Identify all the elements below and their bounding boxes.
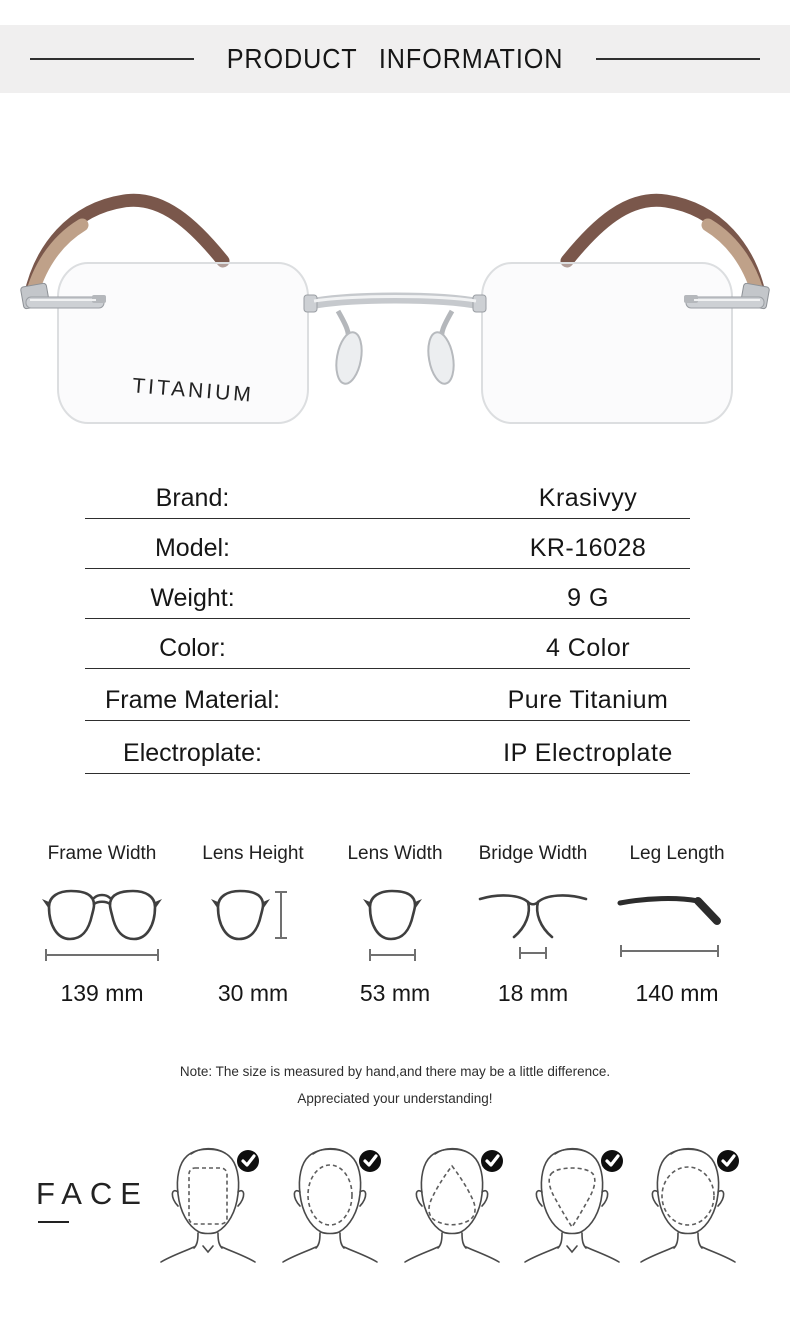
measurement-bridge-width: [458, 843, 608, 1038]
face-title-underline: [38, 1221, 69, 1223]
right-lens: [482, 263, 732, 423]
spec-row-frame-material: [85, 674, 690, 721]
measurement-label: Lens Width: [347, 843, 443, 864]
size-note-line2: Appreciated your understanding!: [297, 1091, 493, 1106]
lens-brand-print: TITANIUM: [131, 374, 255, 407]
face-shape-square: [153, 1142, 263, 1264]
spec-value: Krasivyy: [538, 484, 638, 512]
bridge: [304, 295, 486, 312]
square-face-illustration: [153, 1142, 263, 1264]
bridge-width-icon: [468, 877, 598, 969]
measurement-value: 139 mm: [60, 980, 144, 1006]
spec-value: 4 Color: [545, 634, 631, 662]
spec-label: Electroplate:: [123, 739, 262, 767]
spec-row-model: [85, 526, 690, 569]
title-left-rule: [30, 58, 194, 60]
check-icon: [717, 1150, 739, 1172]
size-note-line1: Note: The size is measured by hand,and there may be a little difference.: [179, 1064, 611, 1079]
spec-row-color: [85, 624, 690, 669]
measurement-value: 140 mm: [635, 980, 719, 1006]
measurement-lens-width: [320, 843, 470, 1038]
measurement-label: Lens Height: [202, 843, 304, 864]
spec-value: IP Electroplate: [503, 739, 673, 767]
measurement-value: 30 mm: [217, 980, 289, 1006]
measurement-label: Frame Width: [47, 843, 157, 864]
oval-face-illustration: [275, 1142, 385, 1264]
nose-pads: [333, 311, 458, 386]
spec-value: 9 G: [567, 584, 609, 612]
face-shape-triangle: [397, 1142, 507, 1264]
frame-width-icon: [37, 877, 167, 969]
page-title: PRODUCT INFORMATION: [226, 43, 564, 74]
spec-label: Frame Material:: [104, 686, 281, 714]
spec-value: Pure Titanium: [507, 686, 669, 714]
check-icon: [359, 1150, 381, 1172]
heart-face-illustration: [517, 1142, 627, 1264]
measurement-label: Leg Length: [629, 843, 725, 864]
spec-label: Model:: [154, 534, 231, 562]
glasses-product-image: [0, 185, 790, 455]
spec-label: Weight:: [150, 584, 235, 612]
spec-value: KR-16028: [529, 534, 647, 562]
measurement-leg-length: [602, 843, 752, 1038]
measurement-value: 18 mm: [497, 980, 569, 1006]
face-section-title: FACE: [36, 1176, 149, 1211]
measurement-lens-height: [178, 843, 328, 1038]
lens-height-icon: [188, 877, 318, 969]
measurement-frame-width: [27, 843, 177, 1038]
triangle-face-illustration: [397, 1142, 507, 1264]
spec-row-electroplate: [85, 725, 690, 774]
check-icon: [237, 1150, 259, 1172]
leg-length-icon: [612, 877, 742, 969]
face-shape-heart: [517, 1142, 627, 1264]
check-icon: [481, 1150, 503, 1172]
title-right-rule: [596, 58, 760, 60]
spec-row-weight: [85, 574, 690, 619]
measurement-value: 53 mm: [359, 980, 431, 1006]
spec-row-brand: [85, 480, 690, 519]
face-shape-round: [633, 1142, 743, 1264]
product-information-band: [0, 25, 790, 93]
check-icon: [601, 1150, 623, 1172]
face-shape-oval: [275, 1142, 385, 1264]
lens-width-icon: [330, 877, 460, 969]
spec-label: Brand:: [155, 484, 230, 512]
measurement-label: Bridge Width: [478, 843, 588, 864]
round-face-illustration: [633, 1142, 743, 1264]
spec-label: Color:: [159, 634, 226, 662]
